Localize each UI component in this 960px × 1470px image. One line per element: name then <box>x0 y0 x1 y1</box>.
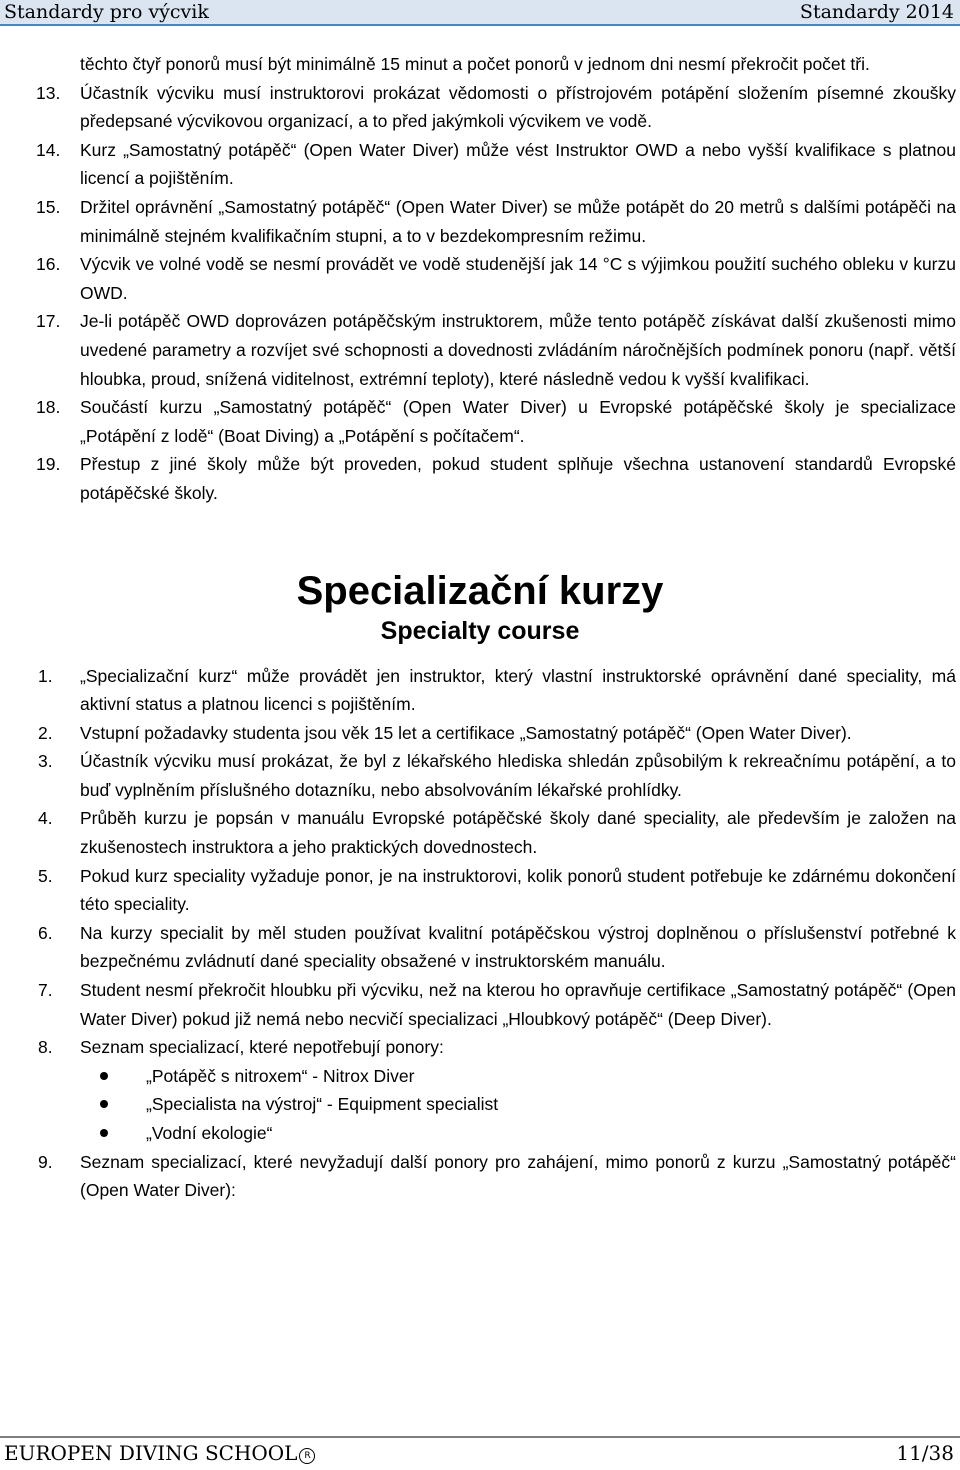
item-number: 15. <box>36 196 61 217</box>
bullet-item <box>0 1062 960 1091</box>
item-number: 3. <box>38 751 53 772</box>
item-text: Kurz „Samostatný potápěč“ (Open Water Diver) může vést Instruktor OWD a nebo vyšší kvalifikace s platnou licencí a pojištěním. <box>80 139 956 189</box>
item-number: 5. <box>38 865 53 886</box>
footer-organization <box>4 1438 315 1468</box>
item-text: Výcvik ve volné vodě se nesmí provádět ve vodě studenější jak 14 °C s výjimkou použití suchého obleku v kurzu OWD. <box>80 254 956 303</box>
list-item <box>0 1148 960 1205</box>
item-number: 1. <box>38 665 53 686</box>
item-number: 18. <box>36 397 61 418</box>
item-text: Na kurzy specialit by měl studen používat kvalitní potápěčskou výstroj doplněnou o příslušenství potřebné k bezpečnému zvládnutí dané speciality obsažené v instruktorském manuálu. <box>80 922 956 972</box>
item-text: Seznam specializací, které nepotřebují ponory: <box>80 1037 444 1058</box>
owd-rules-list <box>0 79 960 508</box>
item-text: Je-li potápěč OWD doprovázen potápěčským instruktorem, může tento potápěč získávat další zkušenosti mimo uvedené parametry a rozvíjet své schopnosti a dovednosti zvládáním náročnějších podmínek ponoru (např. větší hloubka, proud, snížená viditelnost, extrémní teploty), které následně vedou k vyšší kvalifikaci. <box>80 311 956 389</box>
list-item <box>0 136 960 193</box>
bullet-text: „Specialista na výstroj“ - Equipment specialist <box>146 1094 499 1115</box>
list-item <box>0 804 960 861</box>
bullet-icon <box>100 1100 108 1108</box>
header-right-title: Standardy 2014 <box>799 1 954 23</box>
list-item <box>0 450 960 507</box>
item-text: Pokud kurz speciality vyžaduje ponor, je na instruktorovi, kolik ponorů student potřebuje ke zdárnému dokončení této speciality. <box>80 865 956 915</box>
specialty-rules-list <box>0 662 960 1062</box>
page-footer <box>0 1436 960 1470</box>
list-item <box>0 250 960 307</box>
section-title: Specializační kurzy <box>296 568 664 613</box>
list-item <box>0 976 960 1033</box>
page-content <box>0 50 960 1205</box>
section-heading <box>0 568 960 648</box>
header-left-title: Standardy pro výcvik <box>4 1 209 23</box>
list-item <box>0 919 960 976</box>
item-number: 13. <box>36 82 61 103</box>
item-text: Vstupní požadavky studenta jsou věk 15 let a certifikace „Samostatný potápěč“ (Open Water Diver). <box>80 722 852 743</box>
bullet-icon <box>100 1072 108 1080</box>
bullet-icon <box>100 1129 108 1137</box>
item-text: Seznam specializací, které nevyžadují další ponory pro zahájení, mimo ponorů z kurzu „Samostatný potápěč“ (Open Water Diver): <box>80 1151 956 1201</box>
list-item <box>0 747 960 804</box>
bullet-text: „Vodní ekologie“ <box>146 1123 273 1143</box>
footer-organization-name: EUROPEN DIVING SCHOOL <box>4 1441 298 1465</box>
item-number: 17. <box>36 311 61 332</box>
list-item <box>0 79 960 136</box>
list-item <box>0 719 960 748</box>
registered-trademark-icon: R <box>299 1448 315 1464</box>
item-text: „Specializační kurz“ může provádět jen instruktor, který vlastní instruktorské oprávnění dané speciality, má aktivní status a platnou licenci s pojištěním. <box>80 665 956 715</box>
item-text: Účastník výcviku musí prokázat, že byl z lékařského hlediska shledán způsobilým k rekreačnímu potápění, a to buď vyplněním příslušného dotazníku, nebo absolvováním lékařské prohlídky. <box>80 751 956 800</box>
list-item <box>0 307 960 393</box>
bullet-item <box>0 1090 960 1119</box>
item-number: 16. <box>36 254 61 275</box>
item-number: 6. <box>38 922 53 943</box>
list-item <box>0 193 960 250</box>
item-number: 9. <box>38 1151 53 1172</box>
item-number: 19. <box>36 454 61 475</box>
list-item <box>0 393 960 450</box>
item-text: Součástí kurzu „Samostatný potápěč“ (Open Water Diver) u Evropské potápěčské školy je specializace „Potápění z lodě“ (Boat Diving) a „Potápění s počítačem“. <box>80 397 956 446</box>
list-item <box>0 1033 960 1062</box>
item-text: Průběh kurzu je popsán v manuálu Evropské potápěčské školy dané speciality, ale především je založen na zkušenostech instruktora a jeho praktických dovednostech. <box>80 808 956 858</box>
page-header <box>0 0 960 26</box>
item-number: 8. <box>38 1037 53 1058</box>
list-item <box>0 662 960 719</box>
page-number: 11/38 <box>896 1441 954 1465</box>
item-text: Účastník výcviku musí instruktorovi prokázat vědomosti o přístrojovém potápění složením písemné zkoušky předepsané výcvikovou organizací, a to před jakýmkoli výcvikem ve vodě. <box>80 82 956 132</box>
bullet-text: „Potápěč s nitroxem“ - Nitrox Diver <box>146 1065 415 1086</box>
bullet-item <box>0 1119 960 1148</box>
item-text: Držitel oprávnění „Samostatný potápěč“ (Open Water Diver) se může potápět do 20 metrů s dalšími potápěči na minimálně stejném kvalifikačním stupni, a to v bezdekompresním režimu. <box>80 196 956 246</box>
item-number: 7. <box>38 980 53 1001</box>
item-number: 2. <box>38 722 53 743</box>
section-subtitle: Specialty course <box>380 616 580 645</box>
no-dive-specialties-list <box>0 1062 960 1148</box>
list-item <box>0 862 960 919</box>
item-text: Student nesmí překročit hloubku při výcviku, než na kterou ho opravňuje certifikace „Samostatný potápěč“ (Open Water Diver) pokud již nemá nebo necvičí specializaci „Hloubkový potápěč“ (Deep Diver). <box>80 980 956 1029</box>
continuation-paragraph: těchto čtyř ponorů musí být minimálně 15 minut a počet ponorů v jednom dni nesmí překročit počet tři. <box>80 54 870 74</box>
specialty-rules-list-continued <box>0 1148 960 1205</box>
item-text: Přestup z jiné školy může být proveden, pokud student splňuje všechna ustanovení standardů Evropské potápěčské školy. <box>80 454 956 503</box>
item-number: 4. <box>38 808 53 829</box>
item-number: 14. <box>36 139 61 160</box>
